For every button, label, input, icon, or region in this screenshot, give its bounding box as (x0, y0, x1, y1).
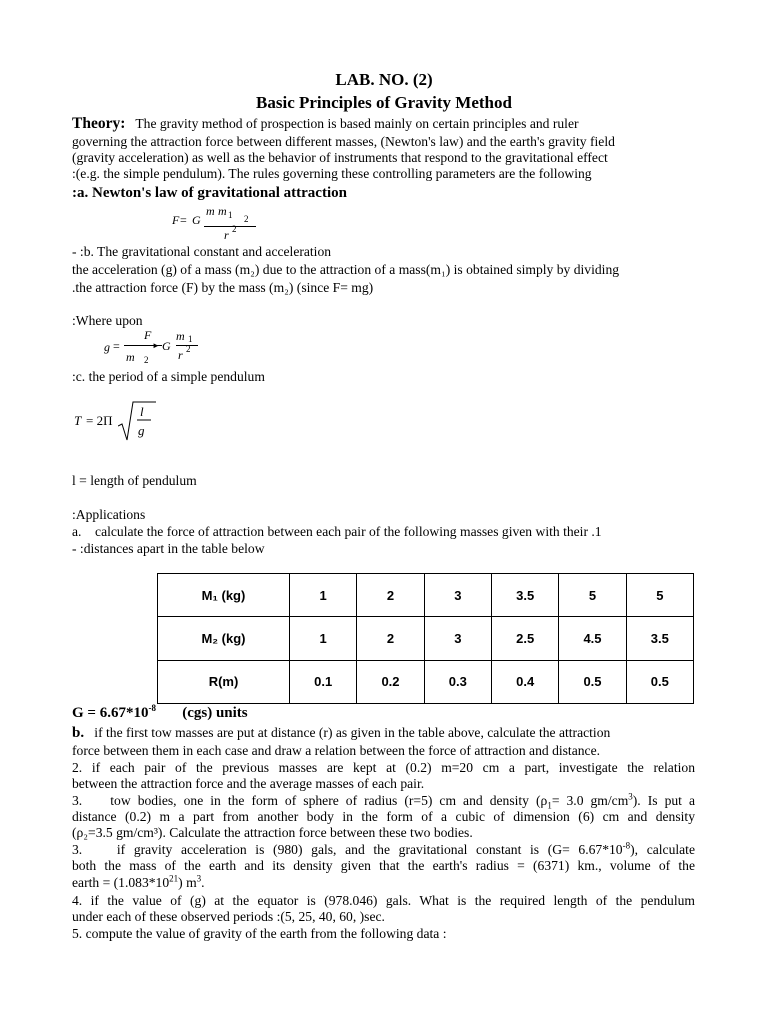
newton-formula: F = G m m 1 2 r 2 (170, 204, 270, 244)
table-row-label: R(m) (158, 660, 290, 703)
application-a (72, 524, 602, 540)
table-cell: 2 (357, 574, 424, 617)
table-row (158, 574, 694, 617)
section-a-heading: :a. Newton's law of gravitational attraction (72, 185, 347, 201)
table-cell: 1 (290, 617, 357, 660)
question-5-line1: 5. compute the value of gravity of the earth from the following data : (72, 926, 447, 941)
table-row-label: M₂ (kg) (158, 617, 290, 660)
table-cell: 5 (626, 574, 693, 617)
table-cell: 2.5 (491, 617, 558, 660)
application-a-marker: a. (72, 524, 82, 539)
section-b-heading: - :b. The gravitational constant and acceleration (72, 244, 332, 259)
question-b-line1 (72, 725, 610, 741)
theory-line3: (gravity acceleration) as well as the behavior of instruments that respond to the gravitational effect (72, 150, 608, 165)
section-b-line2: .the attraction force (F) by the mass (m₂) (since F= mg) (72, 280, 374, 295)
gravitational-constant (72, 705, 248, 721)
table-row (158, 660, 694, 703)
theory-line1 (72, 116, 579, 132)
theory-line2: governing the attraction force between different masses, (Newton's law) and the earth's gravity field (72, 134, 615, 149)
question-3-line1: 3. tow bodies, one in the form of sphere of radius (r=5) cm and density ($\rho_1= 3.0$ $gm/cm^3$). Is put a (72, 791, 695, 811)
table-cell: 0.5 (559, 660, 626, 703)
question-3b-line2: both the mass of the earth and its density given that the earth's radius = (6371) km., volume of the (72, 858, 695, 873)
pendulum-length-def: l = length of pendulum (72, 473, 197, 488)
constant-exponent: -8 (148, 703, 156, 713)
question-3-line2: distance (0.2) m a part from another body in the form of a cubic of dimension (6) cm and density (72, 809, 695, 824)
table-cell: 0.4 (491, 660, 558, 703)
table-cell: 0.2 (357, 660, 424, 703)
table-cell: 2 (357, 617, 424, 660)
application-a-text2: - :distances apart in the table below (72, 541, 265, 556)
table-cell: 3.5 (491, 574, 558, 617)
table-cell: 3 (424, 617, 491, 660)
table-row (158, 617, 694, 660)
table-cell: 0.3 (424, 660, 491, 703)
table-cell: 0.1 (290, 660, 357, 703)
table-cell: 1 (290, 574, 357, 617)
lab-number: LAB. NO. (2) (335, 70, 433, 89)
question-4-line2: under each of these observed periods :(5, 25, 40, 60, )sec. (72, 909, 385, 924)
question-3b-line1: 3. if gravity acceleration is (980) gals, and the gravitational constant is $(G= 6.67*10^{-8})$, calculate (72, 840, 695, 857)
question-b-line2: force between them in each case and draw a relation between the force of attraction and distance. (72, 743, 601, 758)
question-2-line2: between the attraction force and the average masses of each pair. (72, 776, 425, 791)
question-b-marker: b. (72, 725, 85, 741)
gravity-formula: g = F ► m 2 G m 1 r 2 (104, 328, 214, 366)
section-c-heading: :c. the period of a simple pendulum (72, 369, 265, 384)
theory-text: The gravity method of prospection is based mainly on certain principles and ruler (135, 116, 579, 131)
question-4-line1: 4. if the value of (g) at the equator is (978.046) gals. What is the required length of the pendulum (72, 893, 695, 908)
table-cell: 3.5 (626, 617, 693, 660)
application-a-text: calculate the force of attraction between each pair of the following masses given with their .1 (95, 524, 602, 539)
table-cell: 4.5 (559, 617, 626, 660)
page-title: Basic Principles of Gravity Method (256, 93, 512, 112)
where-upon: :Where upon (72, 313, 143, 328)
table-cell: 0.5 (626, 660, 693, 703)
constant-value: G = 6.67*10 (72, 705, 149, 721)
question-2-line1: 2. if each pair of the previous masses are kept at (0.2) m=20 cm a part, investigate the relation (72, 760, 695, 775)
theory-label: Theory: (72, 115, 126, 132)
question-3b-line3: earth = $(1.083*10^{21})$ $m^3$. (72, 873, 205, 890)
question-b-text: if the first tow masses are put at distance (r) as given in the table above, calculate the attraction (94, 725, 611, 740)
constant-units: (cgs) units (182, 705, 248, 721)
question-3-line3: (ρ₂=3.5 gm/cm³). Calculate the attraction force between these two bodies. (72, 825, 473, 840)
table-row-label: M₁ (kg) (158, 574, 290, 617)
applications-heading: :Applications (72, 507, 146, 522)
pendulum-formula: T = 2Π l g (74, 400, 184, 442)
masses-table (157, 573, 694, 704)
theory-line4: :(e.g. the simple pendulum). The rules governing these controlling parameters are the following (72, 166, 592, 181)
table-cell: 5 (559, 574, 626, 617)
table-cell: 3 (424, 574, 491, 617)
section-b-line1: the acceleration (g) of a mass (m₂) due to the attraction of a mass(m₁) is obtained simply by dividing (72, 262, 620, 277)
